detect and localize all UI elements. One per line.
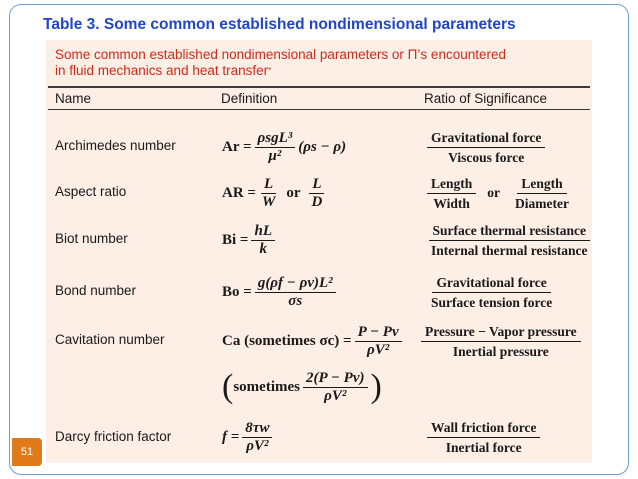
def-fraction	[255, 131, 296, 164]
def-alt-fraction	[303, 371, 368, 404]
row-name: Biot number	[55, 231, 128, 246]
ratio-fraction	[427, 275, 556, 310]
def-lhs: f =	[222, 428, 240, 445]
page-number-badge: 51	[12, 438, 42, 466]
def-denominator: k	[259, 240, 267, 257]
def-denominator: ρV²	[246, 437, 269, 454]
ratio-fraction-2	[511, 176, 573, 211]
def-denominator: W	[261, 193, 276, 210]
table-row	[46, 319, 592, 363]
table-caption-line-1: Some common established nondimensional parameters or Π’s encountered	[55, 47, 506, 62]
ratio-fraction	[427, 420, 540, 455]
def-fraction-2	[308, 177, 325, 210]
def-or: or	[286, 184, 301, 201]
def-lhs: Ar =	[222, 138, 252, 155]
ratio-numerator: Length	[427, 176, 476, 194]
ratio-numerator: Surface thermal resistance	[429, 223, 590, 241]
column-header-name: Name	[55, 91, 92, 106]
ratio-or: or	[487, 185, 501, 200]
ratio-denominator: Surface tension force	[431, 294, 553, 310]
def-fraction	[355, 325, 402, 358]
def-alt-denominator: ρV²	[324, 387, 347, 404]
ratio-numerator: Wall friction force	[427, 420, 540, 438]
table-panel	[46, 40, 592, 463]
def-numerator: g(ρf − ρv)L²	[255, 276, 336, 293]
close-paren: )	[370, 368, 382, 405]
table-row	[46, 415, 592, 459]
header-top-rule	[48, 86, 590, 88]
footnote-mark: *	[268, 66, 272, 75]
ratio-fraction	[427, 176, 476, 211]
table-row	[46, 125, 592, 169]
def-alt-word: sometimes	[233, 378, 300, 395]
row-definition	[222, 171, 328, 215]
def-fraction	[251, 224, 275, 257]
def-fraction	[259, 177, 278, 210]
row-name: Darcy friction factor	[55, 429, 172, 444]
row-name: Cavitation number	[55, 332, 165, 347]
row-ratio	[418, 319, 584, 363]
def-denominator-2: D	[311, 193, 323, 210]
table-caption-line-2-text: in fluid mechanics and heat transfer	[55, 63, 269, 78]
def-fraction	[242, 421, 272, 454]
ratio-denominator: Inertial force	[445, 439, 522, 455]
row-definition	[222, 269, 339, 315]
row-definition-alternate	[222, 362, 382, 412]
row-definition	[222, 125, 346, 169]
ratio-fraction	[421, 324, 581, 359]
table-row	[46, 269, 592, 315]
ratio-denominator: Viscous force	[448, 149, 525, 165]
ratio-fraction	[427, 223, 591, 258]
slide-title: Table 3. Some common established nondimensional parameters	[43, 16, 516, 33]
def-numerator-2: L	[309, 177, 324, 194]
row-ratio	[424, 125, 548, 169]
open-paren: (	[222, 368, 234, 405]
def-lhs: Bi =	[222, 231, 249, 248]
row-ratio	[424, 269, 559, 315]
def-numerator: hL	[251, 224, 275, 241]
ratio-numerator: Pressure − Vapor pressure	[421, 324, 581, 342]
def-denominator: ρV²	[366, 341, 390, 358]
def-lhs: Ca (sometimes σc) =	[222, 332, 352, 349]
def-numerator: P − Pv	[355, 325, 402, 342]
def-numerator: L	[261, 177, 276, 194]
ratio-denominator-2: Diameter	[515, 195, 569, 211]
row-name: Aspect ratio	[55, 184, 127, 199]
def-tail: (ρs − ρ)	[298, 138, 347, 155]
header-bottom-rule	[48, 109, 590, 110]
def-alt-numerator: 2(P − Pv)	[303, 371, 368, 388]
row-ratio	[424, 218, 592, 262]
column-header-definition: Definition	[221, 91, 278, 106]
table-row-alternate	[46, 362, 592, 412]
ratio-numerator-2: Length	[517, 176, 566, 194]
row-definition	[222, 415, 275, 459]
ratio-fraction	[427, 130, 545, 165]
ratio-denominator: Inertial pressure	[452, 343, 549, 359]
row-name: Archimedes number	[55, 138, 176, 153]
ratio-numerator: Gravitational force	[427, 130, 545, 148]
def-denominator: μ²	[268, 147, 282, 164]
table-caption	[55, 47, 506, 79]
table-row	[46, 171, 592, 215]
row-definition	[222, 319, 405, 363]
row-definition	[222, 218, 278, 262]
row-name: Bond number	[55, 283, 137, 298]
row-ratio	[424, 171, 576, 215]
column-header-ratio: Ratio of Significance	[424, 91, 548, 106]
def-lhs: Bo =	[222, 283, 252, 300]
ratio-numerator: Gravitational force	[432, 275, 550, 293]
row-ratio	[424, 415, 543, 459]
def-numerator: 8τw	[242, 421, 272, 438]
def-fraction	[255, 276, 336, 309]
table-caption-line-2	[55, 63, 506, 79]
def-denominator: σs	[288, 292, 303, 309]
ratio-denominator: Width	[433, 195, 470, 211]
table-row	[46, 218, 592, 262]
def-numerator: ρsgL³	[255, 131, 296, 148]
def-lhs: AR =	[222, 184, 256, 201]
ratio-denominator: Internal thermal resistance	[431, 242, 588, 258]
